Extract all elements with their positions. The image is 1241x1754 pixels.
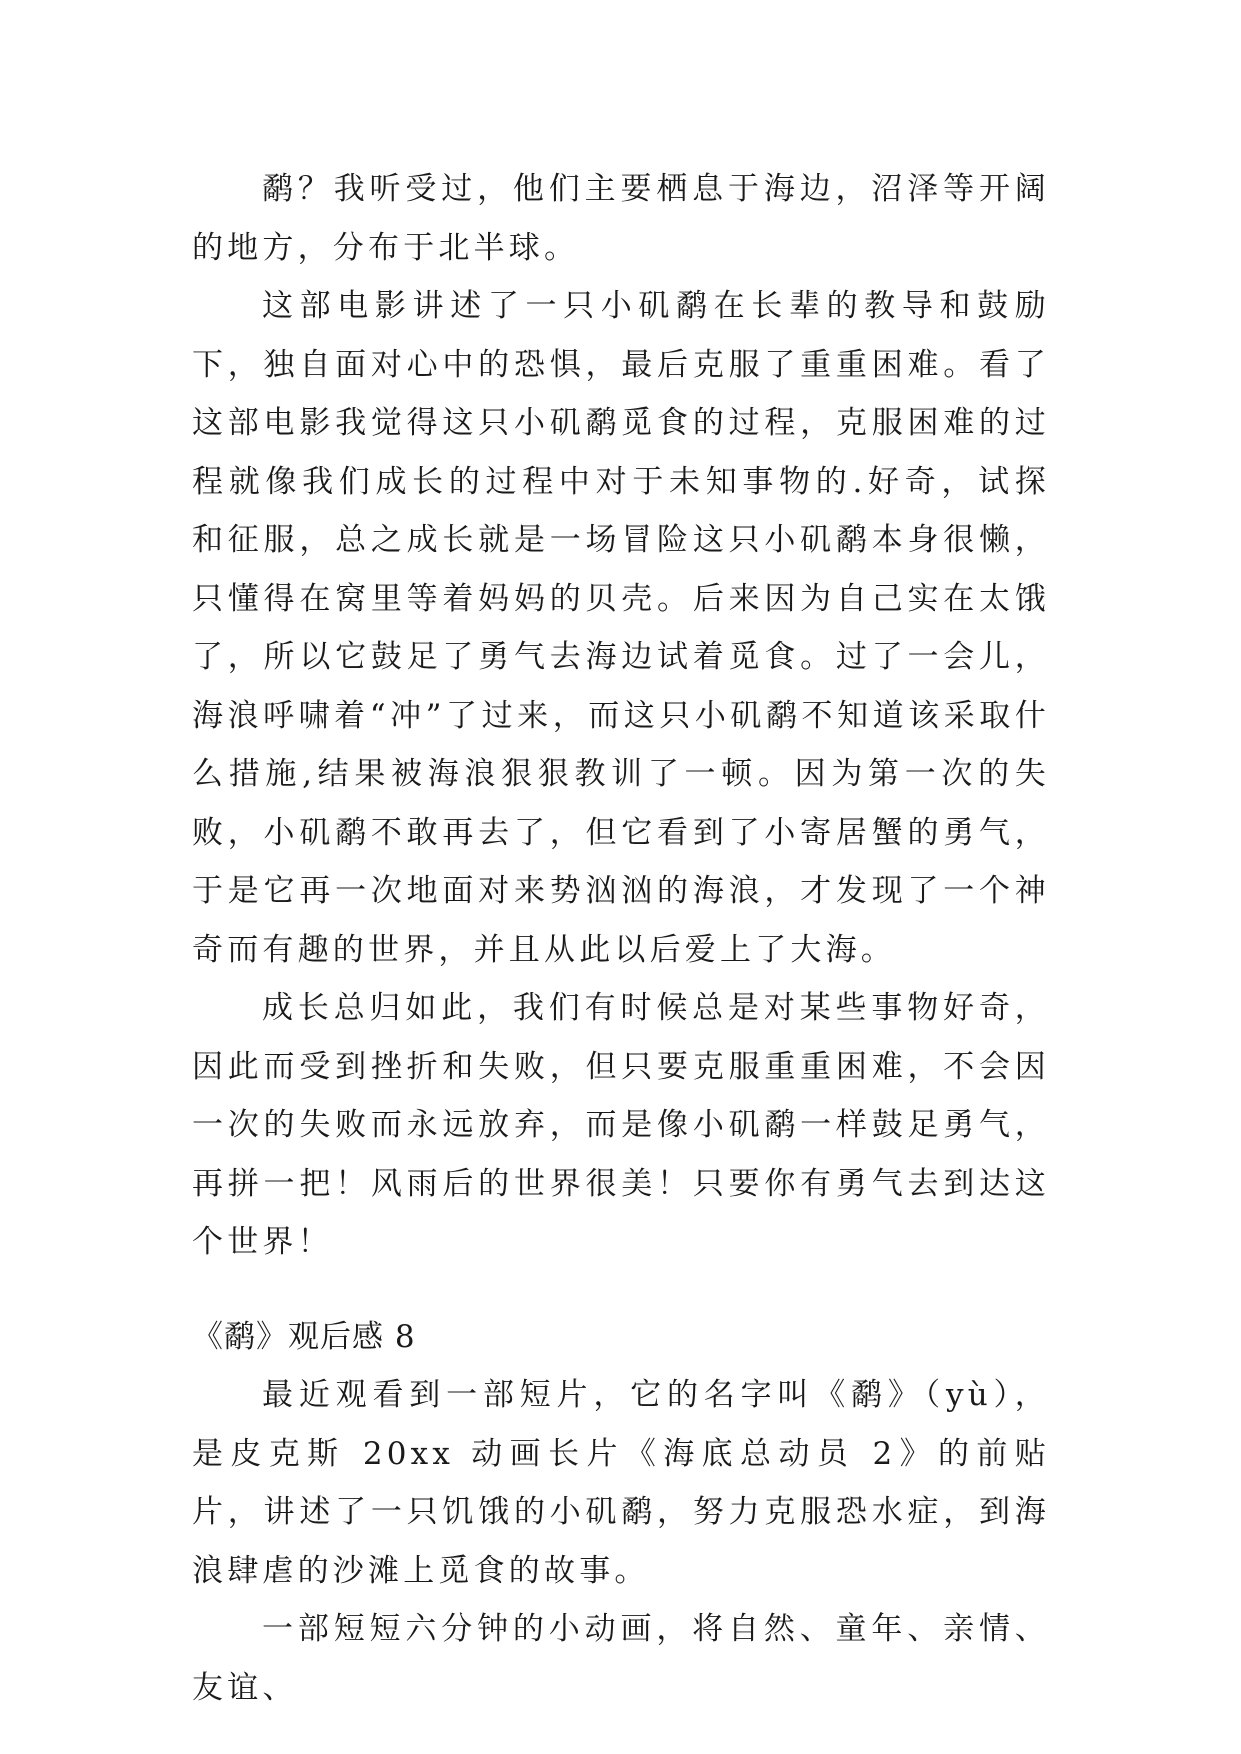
paragraph-4: 最近观看到一部短片，它的名字叫《鹬》（yù），是皮克斯 20xx 动画长片《海底总动员 2》的前贴片，讲述了一只饥饿的小矶鹬，努力克服恐水症，到海浪肆虐的沙滩上觅食的故事。 [192, 1377, 1050, 1589]
paragraph-3: 成长总归如此，我们有时候总是对某些事物好奇，因此而受到挫折和失败，但只要克服重重困难，不会因一次的失败而永远放弃，而是像小矶鹬一样鼓足勇气，再拼一把！风雨后的世界很美！只要你有勇气去到达这个世界！ [192, 990, 1050, 1260]
paragraph-2: 这部电影讲述了一只小矶鹬在长辈的教导和鼓励下，独自面对心中的恐惧，最后克服了重重困难。看了这部电影我觉得这只小矶鹬觅食的过程，克服困难的过程就像我们成长的过程中对于未知事物的.好奇，试探和征服，总之成长就是一场冒险这只小矶鹬本身很懒，只懂得在窝里等着妈妈的贝壳。后来因为自己实在太饿了，所以它鼓足了勇气去海边试着觅食。过了一会儿，海浪呼啸着“冲”了过来，而这只小矶鹬不知道该采取什么措施,结果被海浪狠狠教训了一顿。因为第一次的失败，小矶鹬不敢再去了，但它看到了小寄居蟹的勇气，于是它再一次地面对来势汹汹的海浪，才发现了一个神奇而有趣的世界，并且从此以后爱上了大海。 [192, 288, 1050, 968]
paragraph-1: 鹬？我听受过，他们主要栖息于海边，沼泽等开阔的地方，分布于北半球。 [192, 171, 1050, 266]
paragraph-5: 一部短短六分钟的小动画，将自然、童年、亲情、友谊、 [192, 1611, 1050, 1706]
section-title: 《鹬》观后感 8 [192, 1318, 416, 1355]
document-page [192, 160, 1050, 1717]
